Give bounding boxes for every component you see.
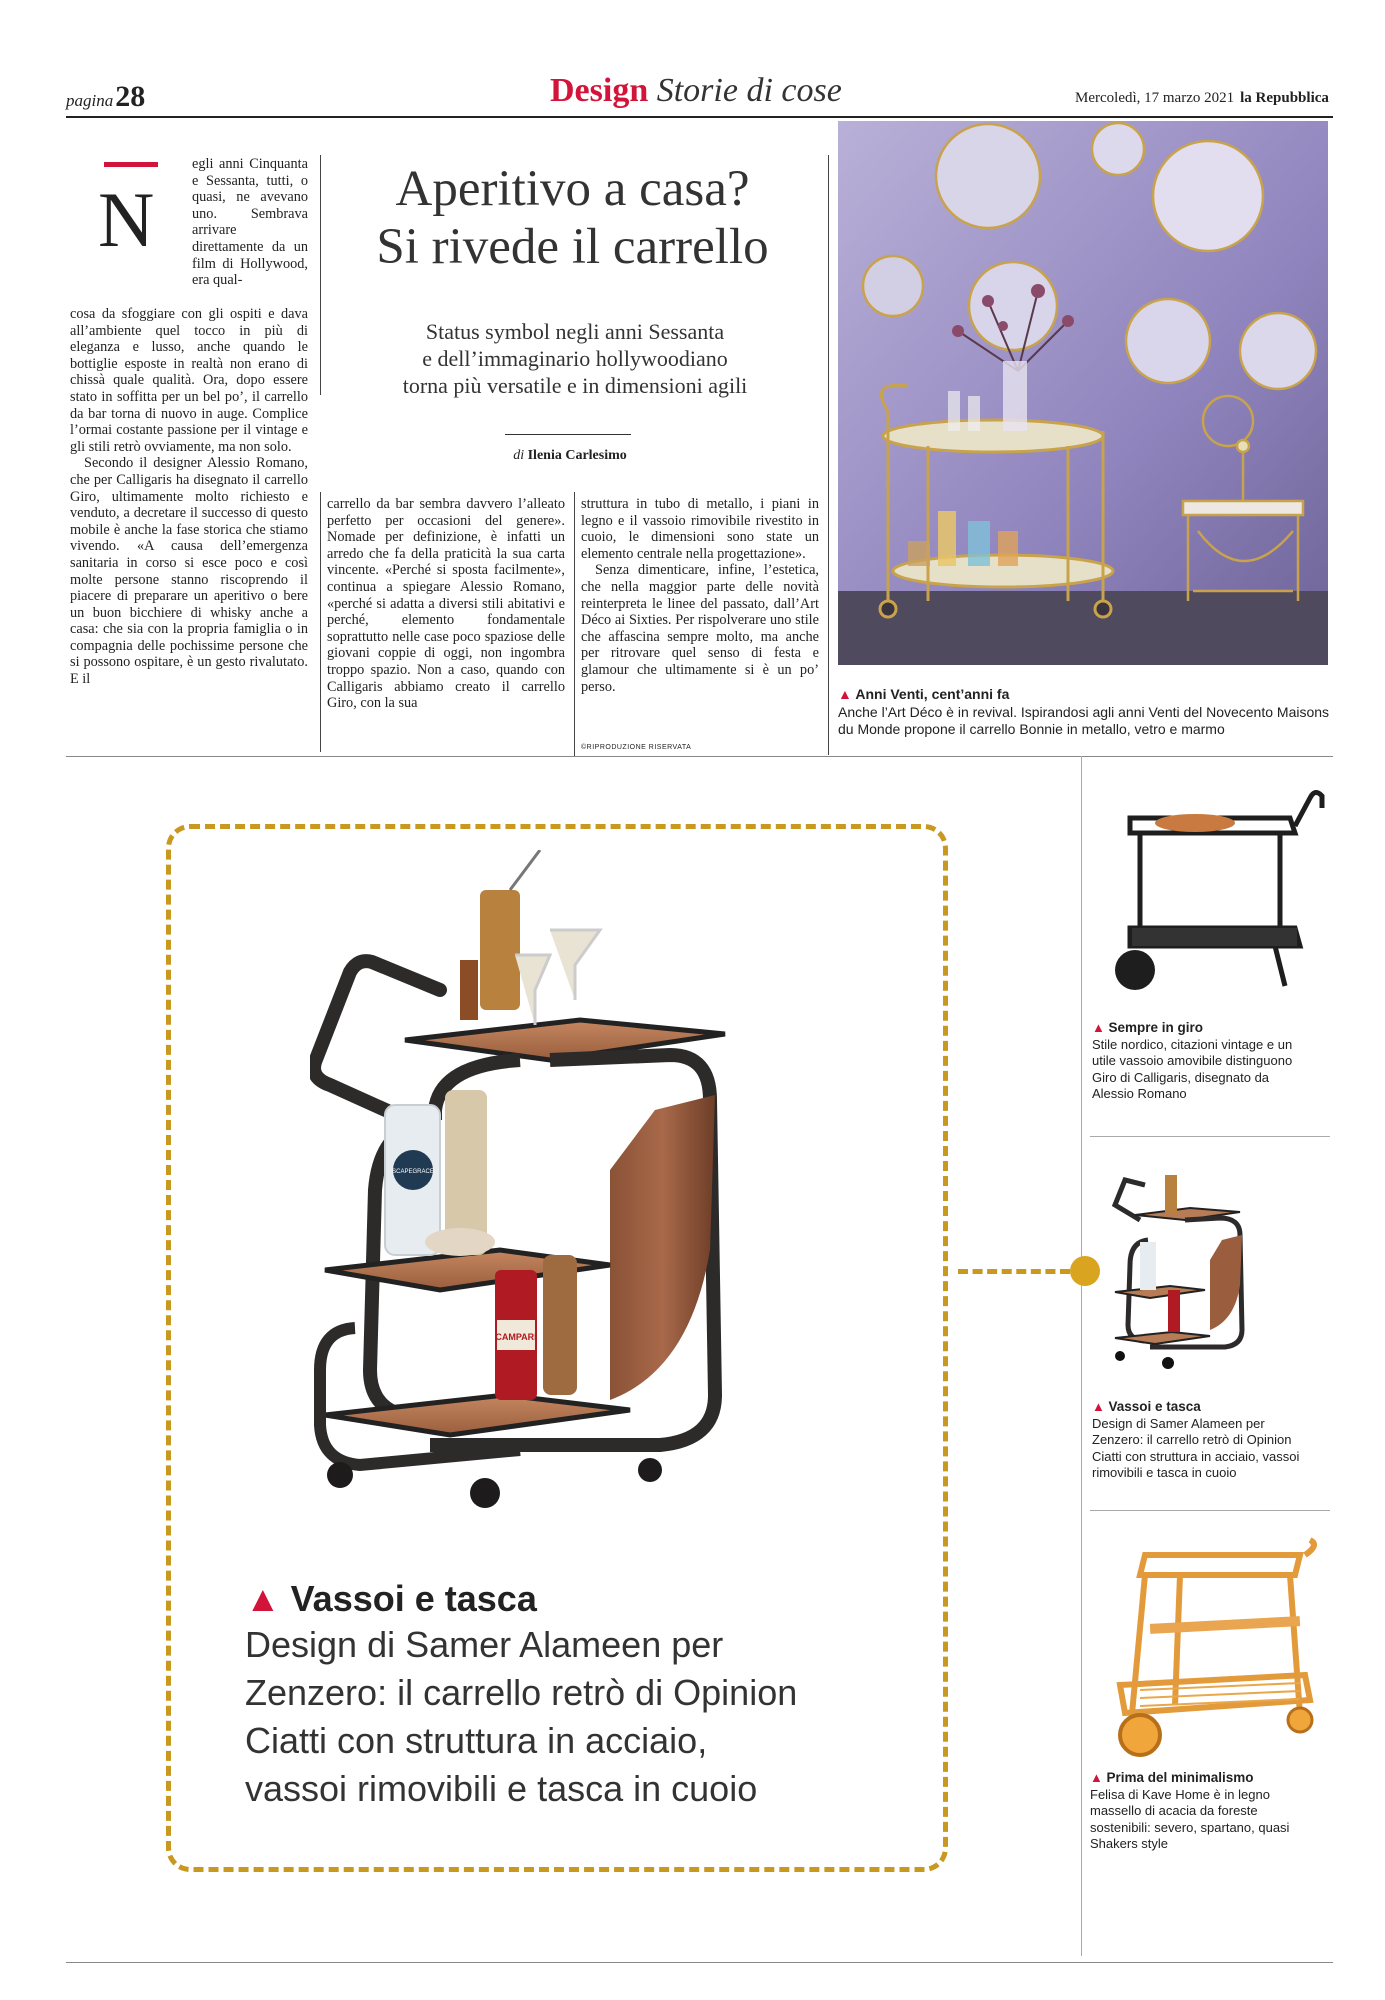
section-rule: [66, 756, 1333, 757]
deck-line: e dell’immaginario hollywoodiano: [422, 346, 728, 371]
column-divider: [574, 492, 575, 757]
column-divider: [828, 155, 829, 755]
deck-rule: [505, 434, 631, 435]
felisa-cart-photo: [1100, 1535, 1320, 1765]
opinion-cart-thumb: [1110, 1160, 1310, 1375]
date-text: Mercoledì, 17 marzo 2021: [1075, 90, 1235, 106]
article-paragraph: carrello da bar sembra davvero l’alleato perfetto per occasioni del genere». Nomade per definizione, è infatti un arredo che fa della praticità la sua carta vincente. «Perché si sposta facilmente», continua a spiegare Alessio Romano, «perché si adatta a diversi stili abitativi e perché, elemento fondamentale soprattutto nelle case poco spaziose delle giovani coppie di oggi, non ingombra troppo spazio. Non a caso, quando con Calligaris abbiamo creato il carrello Giro, con la sua: [327, 496, 565, 712]
byline-author: Ilenia Carlesimo: [527, 448, 627, 463]
section-title: [550, 72, 842, 110]
copyright-note: ©RIPRODUZIONE RISERVATA: [581, 744, 692, 751]
side-caption-body: Design di Samer Alameen per Zenzero: il carrello retrò di Opinion Ciatti con struttura in acciaio, vassoi rimovibili e tasca in cuoio: [1092, 1415, 1300, 1480]
article-title: [320, 160, 825, 276]
felisa-cart-illustration: [1100, 1535, 1320, 1765]
side-caption-title: Prima del minimalismo: [1106, 1770, 1254, 1785]
article-col1-intro: [192, 156, 308, 289]
article-paragraph: Secondo il designer Alessio Romano, che per Calligaris ha disegnato il carrello Giro, ultimamente molto richiesto e venduto, a decretare il successo di questo mobile è anche la fase storica che stiamo vivendo. «A causa dell’emergenza sanitaria in corso si esce poco e così molte persone stanno riscoprendo il piacere di preparare un aperitivo o bere un buon bicchiere di whisky anche a casa: che sia con la propria famiglia o in compagnia delle pochissime persone che si possono ospitare, è un gesto rivalutato. E il: [70, 455, 308, 688]
side-caption-body: Stile nordico, citazioni vintage e un utile vassoio amovibile distinguono Giro di Calligaris, disegnato da Alessio Romano: [1092, 1036, 1293, 1101]
side-rule: [1090, 1510, 1330, 1511]
art-deco-photo: [838, 121, 1328, 665]
photo-caption-body: Anche l’Art Déco è in revival. Ispirandosi agli anni Venti del Novecento Maisons du Monde propone il carrello Bonnie in metallo, vetro e marmo: [838, 704, 1330, 737]
opinion-cart-thumb-illustration: [1110, 1160, 1310, 1375]
footer-rule: [66, 1962, 1333, 1963]
giro-cart-photo: [1090, 778, 1330, 998]
main-caption: [245, 1577, 925, 1813]
callout-connector: [958, 1269, 1070, 1274]
triangle-icon: ▲: [1090, 1770, 1103, 1785]
side-caption-opinion: [1092, 1399, 1312, 1482]
callout-dot: [1070, 1256, 1100, 1286]
article-col2: [327, 496, 565, 712]
article-intro-text: egli anni Cinquanta e Sessanta, tutti, o quasi, ne avevano uno. Sembrava arrivare direttamente da un film di Hollywood, era qual-: [192, 156, 308, 289]
bottle-label: SCAPEGRACE: [392, 1169, 434, 1175]
article-paragraph: Senza dimenticare, infine, l’estetica, che nella maggior parte delle novità reinterpreta le linee del passato, dall’Art Déco ai Sixties. Per rispolverare uno stile che affascina sempre molto, ma anche per ritrovare quel senso di festa e glamour che ultimamente si è un po’ perso.: [581, 562, 819, 695]
header-rule: [66, 116, 1333, 118]
main-caption-title: Vassoi e tasca: [290, 1578, 537, 1619]
main-caption-line: Zenzero: il carrello retrò di Opinion: [245, 1672, 798, 1713]
side-caption-title: Sempre in giro: [1108, 1020, 1204, 1035]
drop-cap: N: [98, 176, 155, 263]
photo-caption: [838, 686, 1338, 738]
triangle-icon: ▲: [838, 688, 852, 703]
bonnie-cart-illustration: [838, 121, 1328, 665]
deck-line: Status symbol negli anni Sessanta: [425, 319, 725, 344]
byline-prefix: di: [513, 448, 525, 463]
triangle-icon: ▲: [245, 1578, 281, 1619]
section-subtitle: Storie di cose: [656, 72, 842, 109]
article-paragraph: struttura in tubo di metallo, i piani in legno e il vassoio rimovibile rivestito in cuoio, le dimensioni sono state un elemento centrale nella progettazione».: [581, 496, 819, 562]
opinion-cart-photo: [310, 850, 870, 1530]
side-rule: [1090, 1136, 1330, 1137]
side-caption-body: Felisa di Kave Home è in legno massello di acacia da foreste sostenibili: severo, spartano, quasi Shakers style: [1090, 1786, 1290, 1851]
giro-cart-illustration: [1090, 778, 1330, 998]
column-divider: [320, 492, 321, 752]
page-number: [66, 80, 145, 114]
triangle-icon: ▲: [1092, 1020, 1105, 1035]
zenzero-cart-illustration: [310, 850, 870, 1530]
main-caption-line: Design di Samer Alameen per: [245, 1624, 724, 1665]
sidebar-divider: [1081, 756, 1082, 1956]
photo-caption-title: Anni Venti, cent’anni fa: [855, 686, 1010, 702]
page-label: pagina: [66, 91, 114, 110]
page-number-value: 28: [115, 80, 146, 113]
title-line: Si rivede il carrello: [376, 219, 769, 275]
side-caption-giro: [1092, 1020, 1312, 1103]
main-caption-line: vassoi rimovibili e tasca in cuoio: [245, 1768, 758, 1809]
dropcap-bar: [104, 162, 158, 167]
byline: [420, 448, 720, 464]
section-name: Design: [550, 72, 649, 109]
side-caption-felisa: [1090, 1770, 1310, 1853]
side-caption-title: Vassoi e tasca: [1108, 1399, 1201, 1414]
bottle-label: CAMPARI: [495, 1332, 537, 1342]
main-caption-line: Ciatti con struttura in acciaio,: [245, 1720, 708, 1761]
article-deck: [355, 318, 795, 399]
article-col3: [581, 496, 819, 695]
header-date: [1075, 90, 1329, 107]
article-col1: [70, 306, 308, 688]
triangle-icon: ▲: [1092, 1399, 1105, 1414]
title-line: Aperitivo a casa?: [395, 161, 750, 217]
article-paragraph: cosa da sfoggiare con gli ospiti e dava all’ambiente quel tocco in più di eleganza e lusso, anche quando le bottiglie esposte in realtà non erano di chissà quale qualità. Ora, dopo essere stato in soffitta per un bel po’, il carrello da bar torna di nuovo in auge. Complice l’ormai costante passione per il vintage e gli stili retrò ovviamente, ma non solo.: [70, 306, 308, 455]
paper-name: la Repubblica: [1240, 90, 1329, 106]
deck-line: torna più versatile e in dimensioni agili: [402, 373, 748, 398]
